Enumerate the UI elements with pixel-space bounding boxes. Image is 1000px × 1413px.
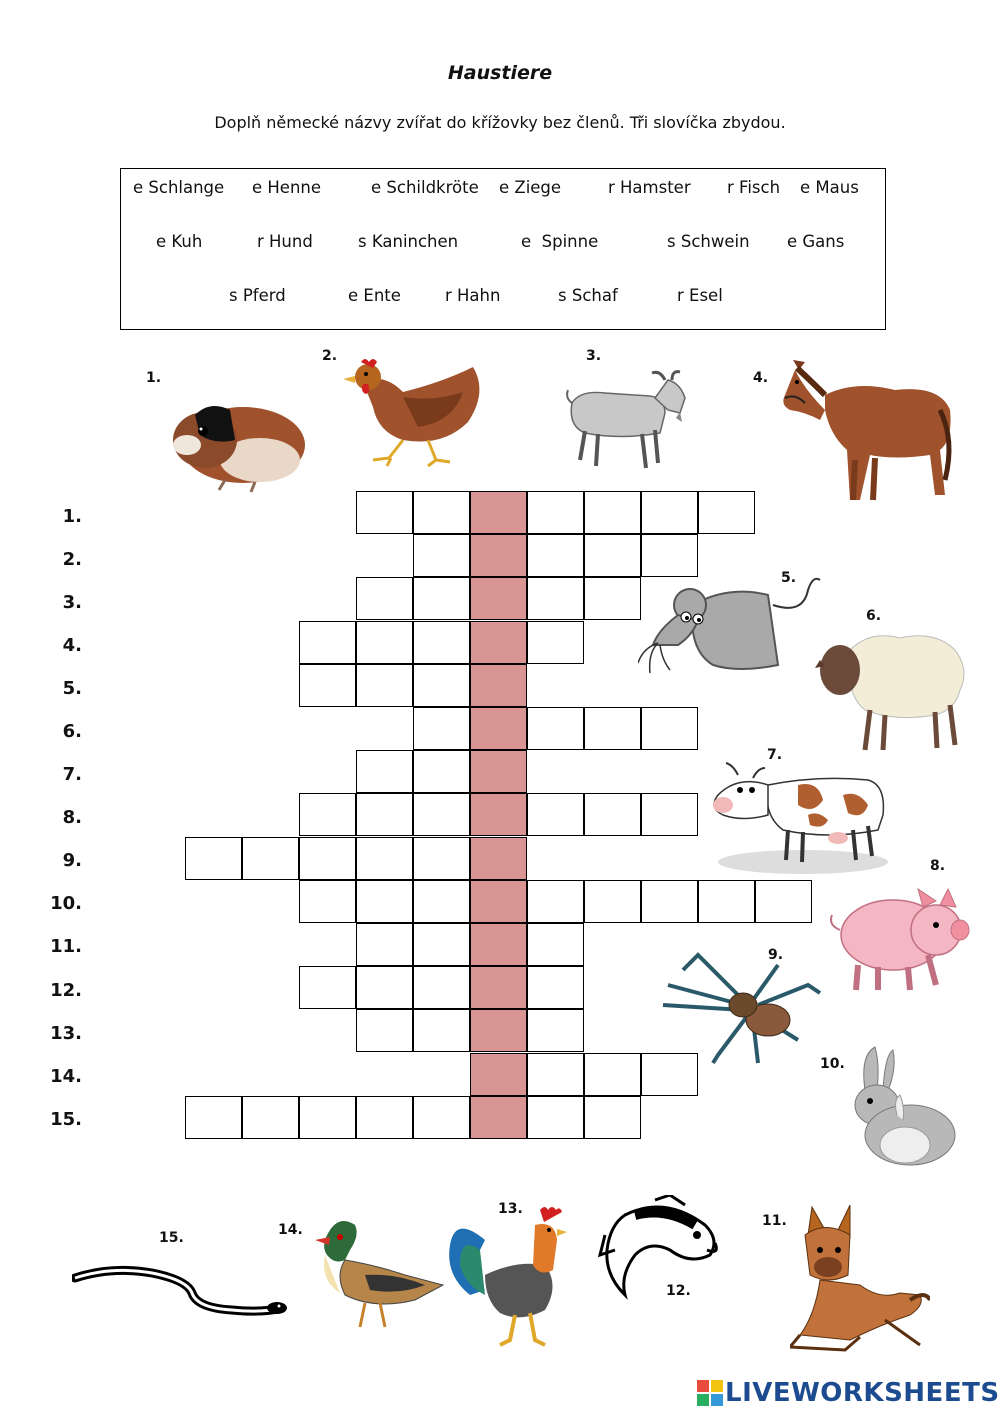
word-bank-item: e Kuh	[156, 232, 203, 251]
crossword-cell[interactable]	[413, 707, 470, 750]
crossword-cell[interactable]	[584, 707, 641, 750]
crossword-cell[interactable]	[413, 793, 470, 836]
cell-input[interactable]	[585, 535, 640, 576]
cell-input[interactable]	[528, 1010, 583, 1051]
solution-cell[interactable]	[470, 966, 527, 1009]
cell-input[interactable]	[414, 967, 469, 1008]
picture-label: 8.	[930, 858, 946, 874]
cell-input[interactable]	[471, 924, 526, 965]
picture-label: 10.	[820, 1056, 845, 1072]
crossword-cell[interactable]	[356, 793, 413, 836]
word-bank-item: e Ziege	[499, 178, 562, 197]
brand-name: LIVEWORKSHEETS	[725, 1378, 1000, 1408]
cell-input[interactable]	[186, 838, 241, 879]
crossword-cell[interactable]	[584, 1096, 641, 1139]
page-title: Haustiere	[447, 62, 553, 84]
crossword-cell[interactable]	[356, 577, 413, 620]
word-bank-item: r Fisch	[727, 178, 781, 197]
mouse-icon	[638, 575, 828, 685]
cell-input[interactable]	[414, 535, 469, 576]
crossword-cell[interactable]	[413, 1096, 470, 1139]
crossword-cell[interactable]	[299, 793, 356, 836]
cell-input[interactable]	[414, 1097, 469, 1138]
cell-input[interactable]	[357, 622, 412, 663]
crossword-cell[interactable]	[356, 750, 413, 793]
word-bank-item: s Kaninchen	[358, 232, 459, 251]
cell-input[interactable]	[471, 1054, 526, 1095]
cell-input[interactable]	[528, 622, 583, 663]
cell-input[interactable]	[414, 708, 469, 749]
cell-input[interactable]	[300, 665, 355, 706]
crossword-cell[interactable]	[185, 1096, 242, 1139]
cell-input[interactable]	[243, 1097, 298, 1138]
crossword-cell[interactable]	[584, 534, 641, 577]
word-bank-item: s Schwein	[667, 232, 750, 251]
cell-input[interactable]	[528, 924, 583, 965]
row-label: 11.	[50, 936, 82, 957]
cell-input[interactable]	[471, 1010, 526, 1051]
cell-input[interactable]	[756, 881, 811, 922]
cell-input[interactable]	[471, 708, 526, 749]
snake-icon	[72, 1258, 287, 1326]
crossword-cell[interactable]	[356, 1096, 413, 1139]
cell-input[interactable]	[699, 492, 754, 533]
picture-label: 2.	[322, 348, 338, 364]
crossword-cell[interactable]	[413, 534, 470, 577]
cell-input[interactable]	[699, 881, 754, 922]
cell-input[interactable]	[186, 1097, 241, 1138]
cell-input[interactable]	[528, 708, 583, 749]
cell-input[interactable]	[471, 578, 526, 619]
crossword-cell[interactable]	[527, 923, 584, 966]
crossword-cell[interactable]	[413, 621, 470, 664]
word-bank-item: e Ente	[348, 286, 401, 305]
cell-input[interactable]	[357, 838, 412, 879]
word-bank-item: r Hund	[257, 232, 313, 251]
row-label: 9.	[62, 850, 82, 871]
picture-label: 15.	[159, 1230, 184, 1246]
cell-input[interactable]	[357, 492, 412, 533]
cell-input[interactable]	[528, 881, 583, 922]
cell-input[interactable]	[471, 1097, 526, 1138]
crossword-cell[interactable]	[584, 880, 641, 923]
fish-icon	[595, 1195, 725, 1300]
cell-input[interactable]	[585, 1097, 640, 1138]
cell-input[interactable]	[300, 881, 355, 922]
crossword-cell[interactable]	[299, 966, 356, 1009]
solution-cell[interactable]	[470, 534, 527, 577]
cell-input[interactable]	[528, 967, 583, 1008]
word-bank-item: e Henne	[252, 178, 322, 197]
solution-cell[interactable]	[470, 793, 527, 836]
crossword-cell[interactable]	[413, 1009, 470, 1052]
picture-label: 7.	[767, 747, 783, 763]
cell-input[interactable]	[357, 924, 412, 965]
row-label: 10.	[50, 893, 82, 914]
cell-input[interactable]	[414, 751, 469, 792]
row-label: 12.	[50, 980, 82, 1001]
cell-input[interactable]	[414, 622, 469, 663]
cell-input[interactable]	[585, 1054, 640, 1095]
cell-input[interactable]	[300, 1097, 355, 1138]
crossword-cell[interactable]	[356, 621, 413, 664]
crossword-cell[interactable]	[584, 577, 641, 620]
crossword-cell[interactable]	[527, 534, 584, 577]
crossword-cell[interactable]	[527, 1053, 584, 1096]
crossword-cell[interactable]	[299, 880, 356, 923]
crossword-cell[interactable]	[641, 793, 698, 836]
cell-input[interactable]	[528, 1097, 583, 1138]
crossword-cell[interactable]	[641, 880, 698, 923]
cell-input[interactable]	[414, 838, 469, 879]
crossword-cell[interactable]	[242, 1096, 299, 1139]
sheep-icon	[815, 630, 970, 755]
picture-label: 6.	[866, 608, 882, 624]
cell-input[interactable]	[300, 622, 355, 663]
solution-cell[interactable]	[470, 1053, 527, 1096]
cell-input[interactable]	[357, 751, 412, 792]
row-label: 14.	[50, 1066, 82, 1087]
word-bank-item: e Maus	[800, 178, 859, 197]
crossword-cell[interactable]	[413, 750, 470, 793]
cell-input[interactable]	[414, 1010, 469, 1051]
crossword-cell[interactable]	[527, 707, 584, 750]
cell-input[interactable]	[642, 708, 697, 749]
row-label: 15.	[50, 1109, 82, 1130]
picture-label: 9.	[768, 947, 784, 963]
solution-cell[interactable]	[470, 750, 527, 793]
word-bank-item: e Gans	[787, 232, 845, 251]
cell-input[interactable]	[357, 967, 412, 1008]
word-bank	[120, 168, 886, 330]
cell-input[interactable]	[585, 492, 640, 533]
spider-icon	[658, 945, 823, 1065]
cell-input[interactable]	[585, 578, 640, 619]
crossword-cell[interactable]	[185, 837, 242, 880]
crossword-cell[interactable]	[698, 880, 755, 923]
cow-icon	[708, 760, 893, 880]
cell-input[interactable]	[414, 492, 469, 533]
crossword-cell[interactable]	[356, 966, 413, 1009]
cell-input[interactable]	[300, 967, 355, 1008]
crossword-cell[interactable]	[356, 1009, 413, 1052]
crossword-cell[interactable]	[641, 707, 698, 750]
crossword-cell[interactable]	[527, 793, 584, 836]
crossword-cell[interactable]	[641, 534, 698, 577]
cell-input[interactable]	[357, 578, 412, 619]
crossword-cell[interactable]	[299, 1096, 356, 1139]
cell-input[interactable]	[414, 578, 469, 619]
word-bank-item: e Schlange	[133, 178, 225, 197]
picture-label: 11.	[762, 1213, 787, 1229]
cell-input[interactable]	[471, 838, 526, 879]
crossword-cell[interactable]	[413, 577, 470, 620]
cell-input[interactable]	[471, 665, 526, 706]
crossword-cell[interactable]	[299, 837, 356, 880]
crossword-cell[interactable]	[527, 1096, 584, 1139]
crossword-cell[interactable]	[584, 793, 641, 836]
picture-label: 13.	[498, 1201, 523, 1217]
goat-icon	[560, 368, 695, 473]
row-label: 6.	[62, 721, 82, 742]
cell-input[interactable]	[414, 794, 469, 835]
cell-input[interactable]	[528, 492, 583, 533]
cell-input[interactable]	[585, 794, 640, 835]
cell-input[interactable]	[471, 622, 526, 663]
pig-icon	[828, 885, 973, 995]
solution-cell[interactable]	[470, 1009, 527, 1052]
word-bank-item: s Schaf	[558, 286, 618, 305]
crossword-cell[interactable]	[242, 837, 299, 880]
picture-label: 1.	[146, 370, 162, 386]
crossword-cell[interactable]	[527, 621, 584, 664]
crossword-cell[interactable]	[356, 664, 413, 707]
crossword-cell[interactable]	[356, 837, 413, 880]
crossword-cell[interactable]	[527, 491, 584, 534]
cell-input[interactable]	[528, 1054, 583, 1095]
row-label: 5.	[62, 678, 82, 699]
crossword-cell[interactable]	[356, 923, 413, 966]
crossword-cell[interactable]	[527, 966, 584, 1009]
row-label: 4.	[62, 635, 82, 656]
cell-input[interactable]	[642, 881, 697, 922]
cell-input[interactable]	[357, 665, 412, 706]
cell-input[interactable]	[471, 881, 526, 922]
crossword-cell[interactable]	[299, 664, 356, 707]
picture-label: 5.	[781, 570, 797, 586]
cell-input[interactable]	[471, 492, 526, 533]
word-bank-item: r Hamster	[608, 178, 691, 197]
cell-input[interactable]	[357, 1010, 412, 1051]
solution-cell[interactable]	[470, 837, 527, 880]
solution-cell[interactable]	[470, 491, 527, 534]
crossword-cell[interactable]	[413, 491, 470, 534]
word-bank-item: s Pferd	[229, 286, 286, 305]
cell-input[interactable]	[585, 708, 640, 749]
crossword-cell[interactable]	[356, 491, 413, 534]
word-bank-item: r Esel	[677, 286, 723, 305]
cell-input[interactable]	[642, 794, 697, 835]
cell-input[interactable]	[471, 794, 526, 835]
row-label: 2.	[62, 549, 82, 570]
brand-logo	[697, 1378, 1000, 1408]
cell-input[interactable]	[300, 794, 355, 835]
row-label: 3.	[62, 592, 82, 613]
duck-icon	[305, 1215, 445, 1330]
cell-input[interactable]	[414, 924, 469, 965]
cell-input[interactable]	[300, 838, 355, 879]
crossword-cell[interactable]	[413, 880, 470, 923]
cell-input[interactable]	[414, 665, 469, 706]
word-bank-item: e Schildkröte	[371, 178, 479, 197]
crossword-cell[interactable]	[584, 1053, 641, 1096]
cell-input[interactable]	[642, 535, 697, 576]
crossword-cell[interactable]	[698, 491, 755, 534]
solution-cell[interactable]	[470, 1096, 527, 1139]
solution-cell[interactable]	[470, 923, 527, 966]
hen-icon	[333, 352, 493, 472]
liveworksheets-logo-icon	[697, 1380, 723, 1406]
picture-label: 14.	[278, 1222, 303, 1238]
cell-input[interactable]	[471, 535, 526, 576]
hamster-icon	[165, 385, 310, 495]
cell-input[interactable]	[585, 881, 640, 922]
crossword-cell[interactable]	[527, 880, 584, 923]
picture-label: 12.	[666, 1283, 691, 1299]
word-bank-item: r Hahn	[445, 286, 501, 305]
cell-input[interactable]	[528, 794, 583, 835]
cell-input[interactable]	[414, 881, 469, 922]
cell-input[interactable]	[471, 967, 526, 1008]
row-label: 8.	[62, 807, 82, 828]
horse-icon	[775, 350, 960, 510]
crossword-cell[interactable]	[641, 491, 698, 534]
row-label: 7.	[62, 764, 82, 785]
solution-cell[interactable]	[470, 577, 527, 620]
crossword-cell[interactable]	[413, 923, 470, 966]
instruction-text: Doplň německé názvy zvířat do křížovky bez členů. Tři slovíčka zbydou.	[214, 113, 786, 132]
cell-input[interactable]	[357, 1097, 412, 1138]
crossword-cell[interactable]	[299, 621, 356, 664]
cell-input[interactable]	[243, 838, 298, 879]
cell-input[interactable]	[528, 535, 583, 576]
rabbit-icon	[845, 1045, 960, 1170]
solution-cell[interactable]	[470, 621, 527, 664]
row-label: 1.	[62, 506, 82, 527]
solution-cell[interactable]	[470, 664, 527, 707]
crossword-cell[interactable]	[755, 880, 812, 923]
cell-input[interactable]	[357, 794, 412, 835]
crossword-cell[interactable]	[356, 880, 413, 923]
crossword-cell[interactable]	[584, 491, 641, 534]
cell-input[interactable]	[471, 751, 526, 792]
cell-input[interactable]	[642, 492, 697, 533]
crossword-cell[interactable]	[413, 664, 470, 707]
cell-input[interactable]	[357, 881, 412, 922]
solution-cell[interactable]	[470, 707, 527, 750]
crossword-cell[interactable]	[527, 1009, 584, 1052]
cell-input[interactable]	[528, 578, 583, 619]
crossword-cell[interactable]	[527, 577, 584, 620]
solution-cell[interactable]	[470, 880, 527, 923]
word-bank-item: e Spinne	[521, 232, 599, 251]
picture-label: 3.	[586, 348, 602, 364]
crossword-cell[interactable]	[413, 966, 470, 1009]
dog-icon	[790, 1205, 930, 1355]
picture-label: 4.	[753, 370, 769, 386]
crossword-cell[interactable]	[413, 837, 470, 880]
rooster-icon	[445, 1205, 575, 1350]
row-label: 13.	[50, 1023, 82, 1044]
